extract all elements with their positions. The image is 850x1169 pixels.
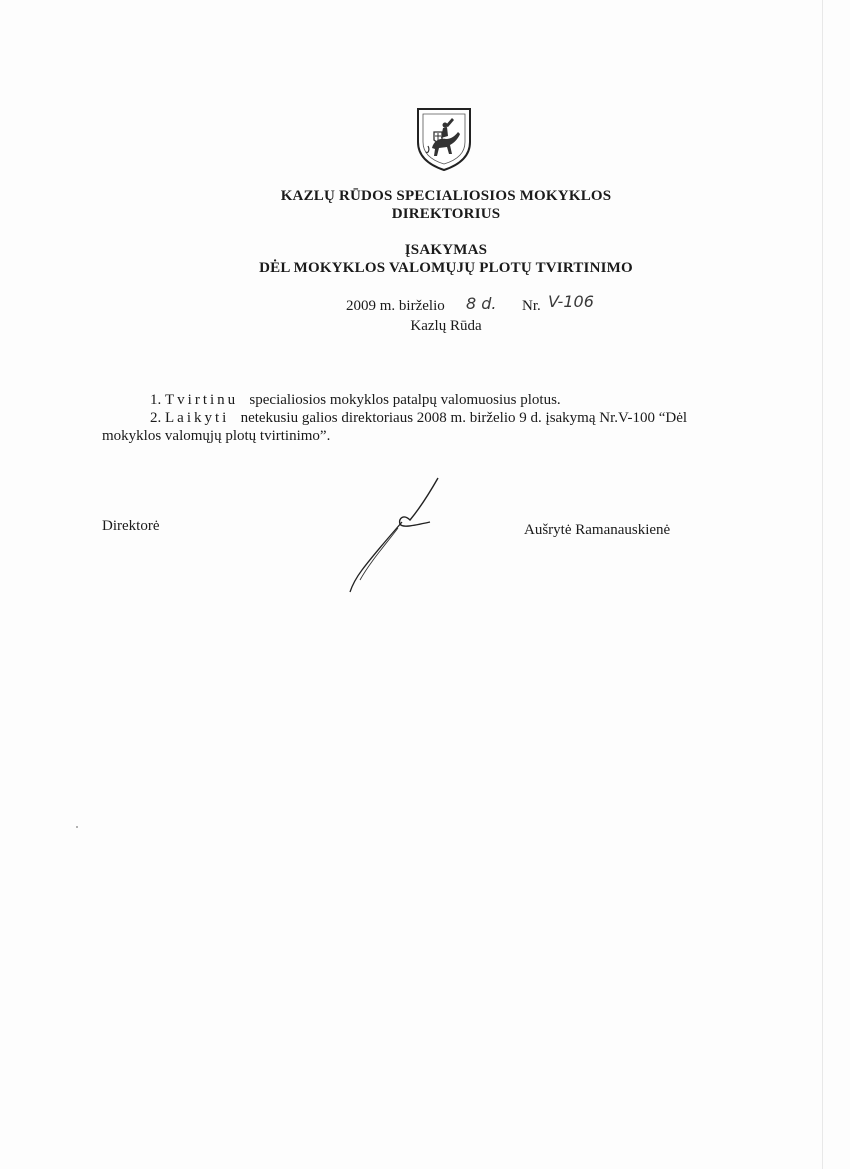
scan-speck (76, 826, 78, 828)
place: Kazlų Rūda (410, 318, 482, 334)
order-item-1 (150, 392, 561, 409)
issuer-title: DIREKTORIUS (391, 206, 501, 222)
coat-of-arms-icon (414, 106, 474, 172)
page-edge (822, 0, 823, 1169)
item-2-number: 2. (150, 410, 162, 426)
signer-role: Direktorė (102, 518, 160, 534)
item-2-verb: Laikyti (165, 410, 230, 426)
order-item-2 (150, 410, 687, 427)
date-day-handwritten: 8 d. (466, 294, 497, 313)
handwritten-signature (340, 470, 450, 600)
item-1-number: 1. (150, 392, 162, 408)
signer-name: Aušrytė Ramanauskienė (524, 522, 671, 538)
item-1-verb: Tvirtinu (165, 392, 239, 408)
item-1-text: specialiosios mokyklos patalpų valomuosius plotus. (249, 392, 561, 408)
institution-name: KAZLŲ RŪDOS SPECIALIOSIOS MOKYKLOS (280, 188, 612, 204)
item-2-text-line-1: netekusiu galios direktoriaus 2008 m. birželio 9 d. įsakymą Nr.V-100 “Dėl (240, 410, 688, 426)
document-number-handwritten: V-106 (548, 292, 594, 311)
number-label: Nr. (522, 298, 541, 314)
document-type: ĮSAKYMAS (404, 242, 488, 258)
item-2-text-line-2: mokyklos valomųjų plotų tvirtinimo”. (102, 428, 331, 444)
document-subject: DĖL MOKYKLOS VALOMŲJŲ PLOTŲ TVIRTINIMO (259, 260, 633, 276)
date-prefix: 2009 m. birželio (346, 298, 445, 314)
